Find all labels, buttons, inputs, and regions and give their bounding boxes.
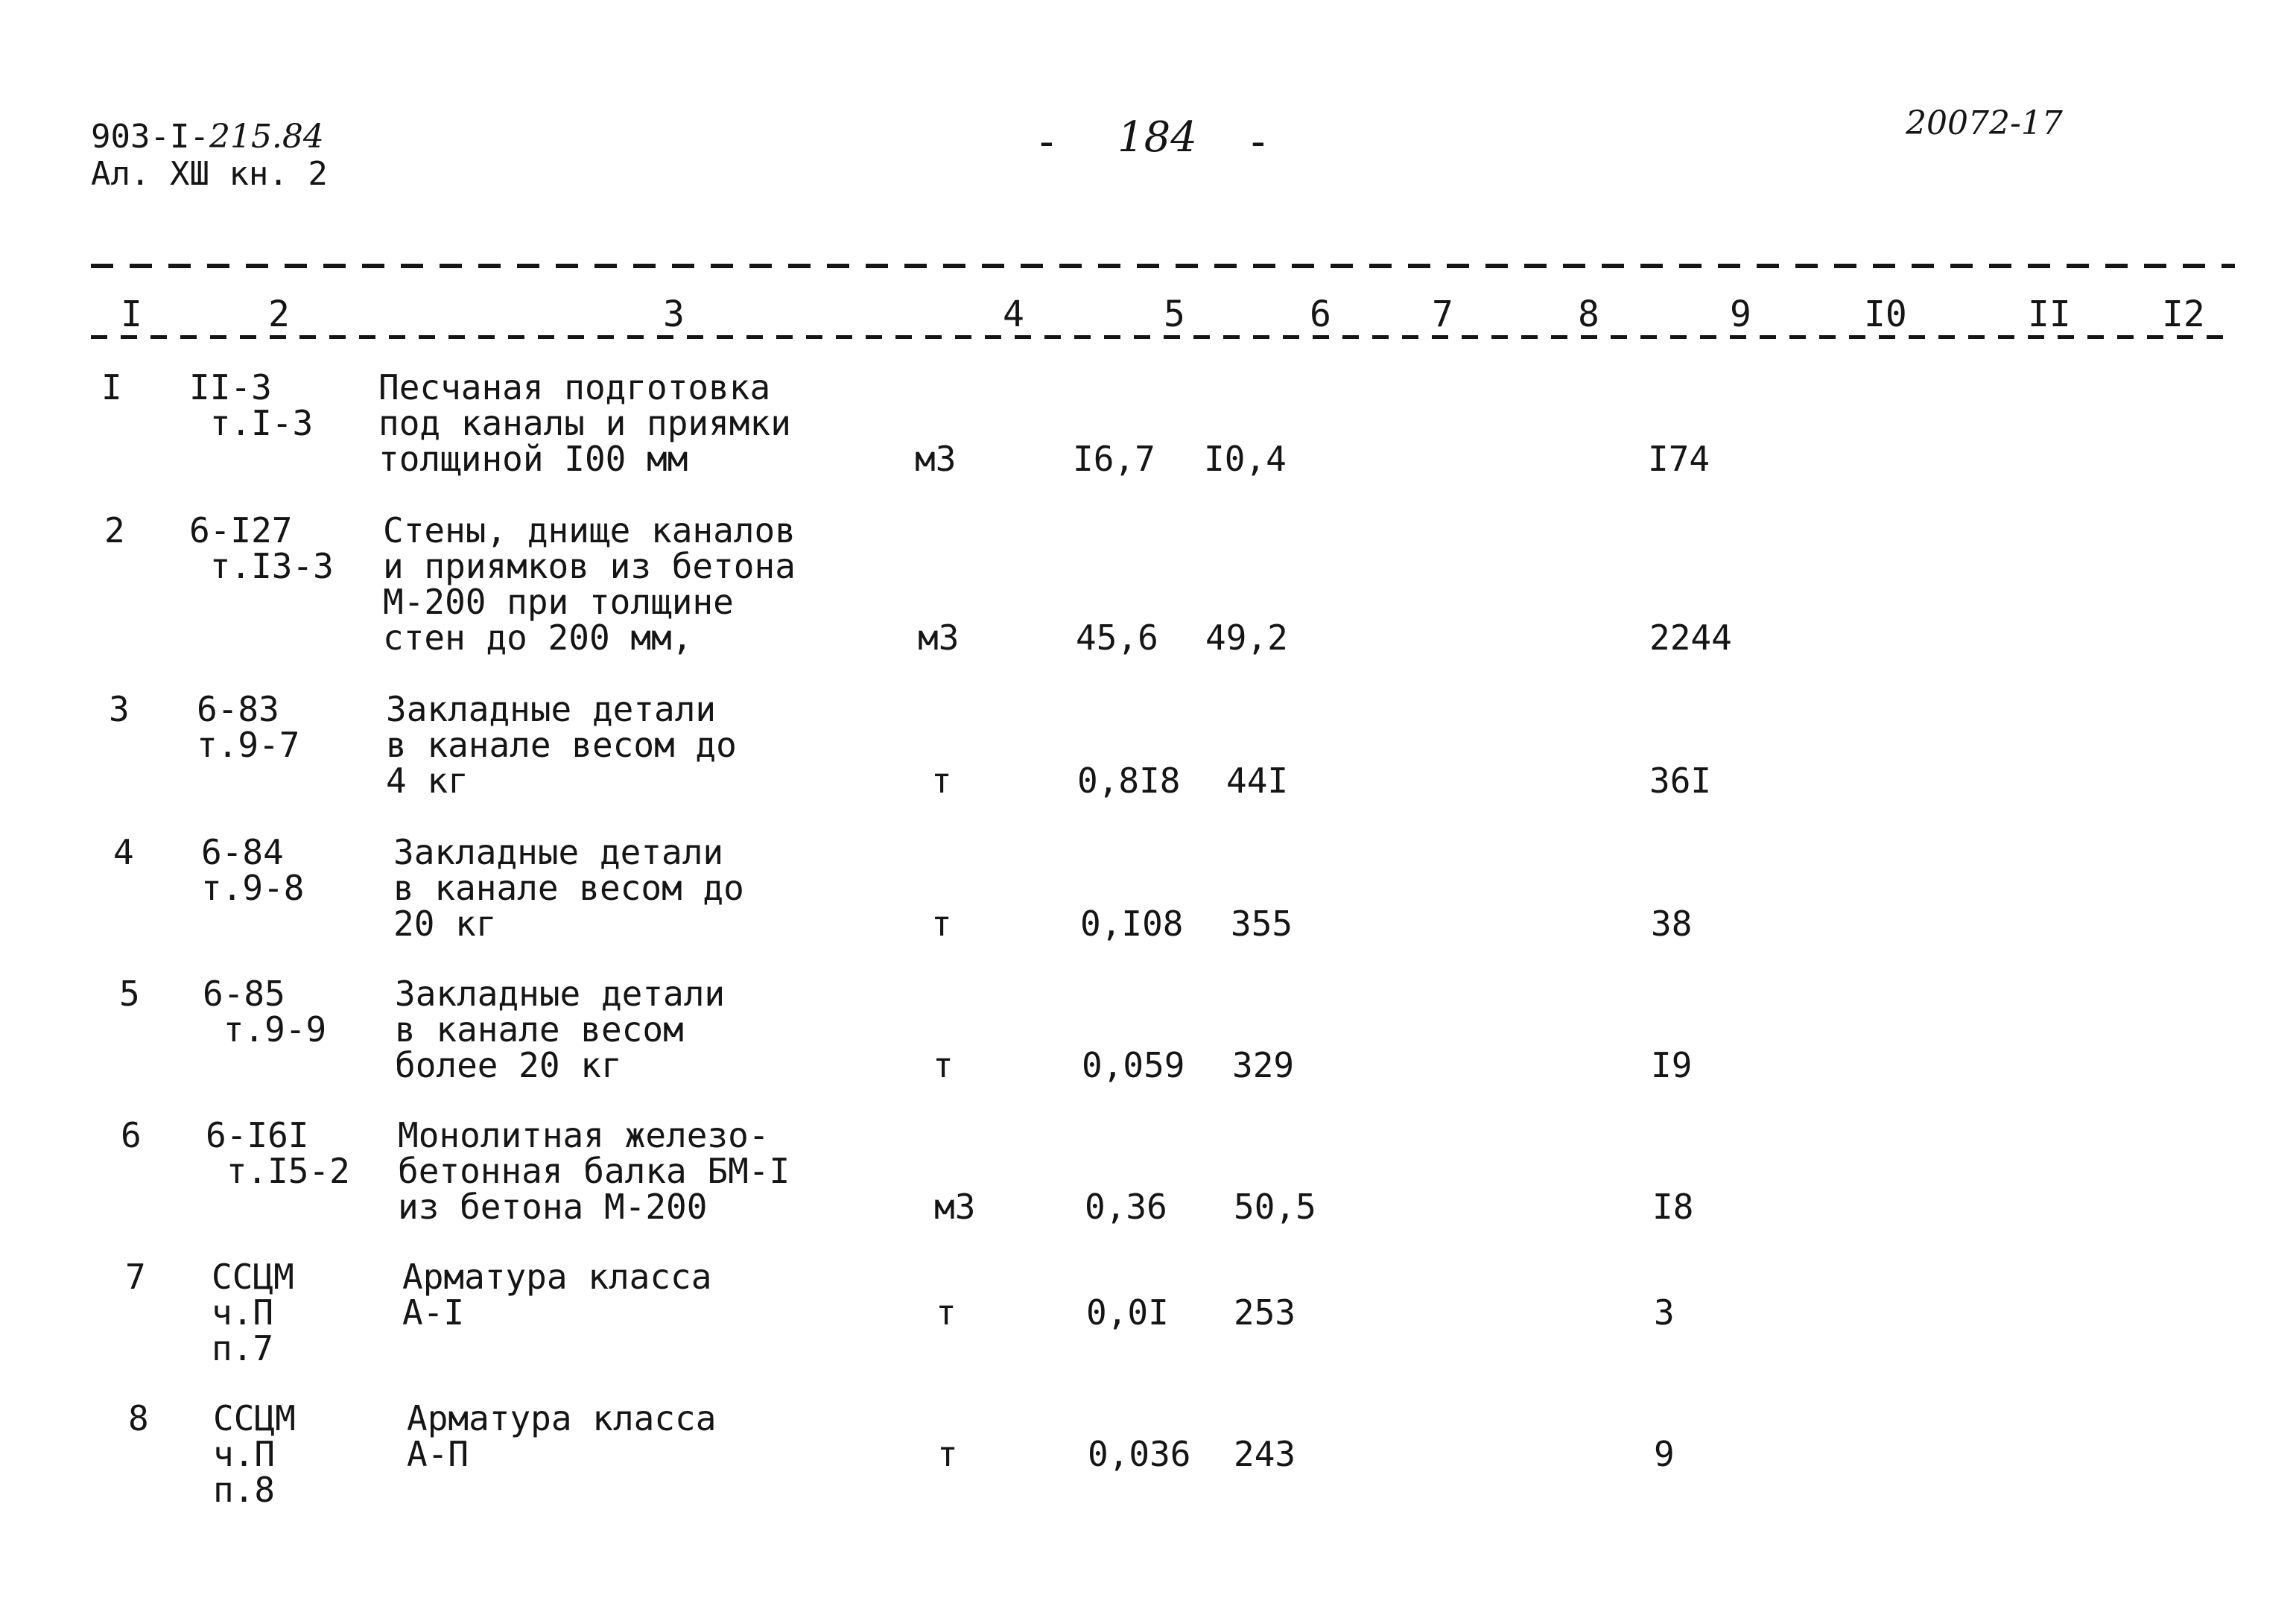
quantity: 0,036 (1088, 1434, 1191, 1474)
total-cost: 2244 (1649, 618, 1732, 658)
quantity: 0,I08 (1080, 904, 1184, 944)
column-header-row (91, 289, 2236, 349)
document-code-typed: 903-I- (91, 118, 209, 156)
row-number: 2 (104, 510, 125, 550)
work-description: Стены, днище каналов и приямков из бетона М-200 при толщине стен до 200 мм, (383, 510, 796, 658)
unit: т (937, 1434, 958, 1474)
rate-code: 6-83 т.9-7 (197, 689, 300, 765)
rate-code: ССЦМ ч.П п.7 (212, 1257, 294, 1368)
rate-code: 6-I6I т.I5-2 (206, 1115, 350, 1191)
quantity: 0,8I8 (1077, 761, 1181, 801)
work-description: Арматура класса А-I (402, 1257, 712, 1333)
column-header: 6 (1310, 293, 1331, 335)
total-cost: 36I (1649, 761, 1712, 801)
row-number: 3 (109, 689, 130, 729)
total-cost: 9 (1654, 1434, 1675, 1474)
rate-code: 6-84 т.9-8 (201, 832, 305, 908)
unit: т (933, 1045, 954, 1085)
column-header: I (121, 293, 142, 335)
unit-price: 329 (1232, 1045, 1295, 1085)
row-number: 5 (119, 974, 140, 1014)
row-number: I (101, 367, 122, 407)
row-number: 8 (128, 1398, 149, 1438)
rate-code: II-3 т.I-3 (189, 367, 314, 443)
unit-price: 355 (1231, 904, 1293, 944)
unit: т (936, 1292, 957, 1333)
work-description: Песчаная подготовка под каналы и приямки толщиной I00 мм (378, 367, 791, 479)
document-code-handwritten: 215.84 (209, 118, 324, 156)
quantity: 45,6 (1076, 618, 1158, 658)
unit-price: 243 (1234, 1434, 1296, 1474)
work-description: Закладные детали в канале весом более 20 кг (395, 974, 726, 1085)
row-number: 6 (121, 1115, 142, 1155)
quantity: 0,059 (1082, 1045, 1185, 1085)
column-header: I0 (1864, 293, 1907, 335)
column-header: 4 (1003, 293, 1024, 335)
page-dash-left: - (1034, 118, 1059, 166)
quantity: 0,36 (1085, 1187, 1167, 1227)
sheet-id: 20072-17 (1906, 104, 2063, 142)
unit: т (931, 904, 952, 944)
column-header: 3 (663, 293, 685, 335)
unit: м3 (934, 1187, 976, 1227)
unit: т (931, 761, 952, 801)
work-description: Закладные детали в канале весом до 20 кг (393, 832, 744, 944)
unit-price: I0,4 (1204, 439, 1287, 479)
page-dash-right: - (1246, 118, 1271, 166)
unit-price: 50,5 (1234, 1187, 1316, 1227)
table-top-rule (91, 264, 2235, 268)
column-header: 8 (1578, 293, 1599, 335)
document-code (91, 119, 324, 155)
column-header: 5 (1164, 293, 1185, 335)
column-header: I2 (2162, 293, 2205, 335)
unit-price: 44I (1226, 761, 1289, 801)
work-description: Закладные детали в канале весом до 4 кг (386, 689, 737, 801)
column-header: 7 (1432, 293, 1453, 335)
album-line: Ал. ХШ кн. 2 (91, 155, 328, 193)
page-number: 184 (1117, 113, 1197, 162)
total-cost: I9 (1651, 1045, 1693, 1085)
rate-code: 6-85 т.9-9 (203, 974, 327, 1050)
quantity: I6,7 (1073, 439, 1155, 479)
column-header: 2 (268, 293, 290, 335)
column-header: II (2028, 293, 2071, 335)
total-cost: I74 (1648, 439, 1710, 479)
work-description: Монолитная железо- бетонная балка БМ-I из бетона М-200 (398, 1115, 790, 1227)
row-number: 7 (125, 1257, 146, 1297)
total-cost: 3 (1654, 1292, 1675, 1333)
total-cost: 38 (1651, 904, 1693, 944)
quantity: 0,0I (1086, 1292, 1169, 1333)
unit-price: 253 (1234, 1292, 1296, 1333)
unit-price: 49,2 (1205, 618, 1288, 658)
unit: м3 (918, 618, 960, 658)
column-header: 9 (1730, 293, 1751, 335)
row-number: 4 (113, 832, 134, 872)
work-description: Арматура класса А-П (407, 1398, 717, 1474)
rate-code: 6-I27 т.I3-3 (189, 510, 334, 586)
total-cost: I8 (1652, 1187, 1694, 1227)
unit: м3 (915, 439, 957, 479)
column-header-underline (91, 335, 2235, 339)
rate-code: ССЦМ ч.П п.8 (213, 1398, 296, 1510)
